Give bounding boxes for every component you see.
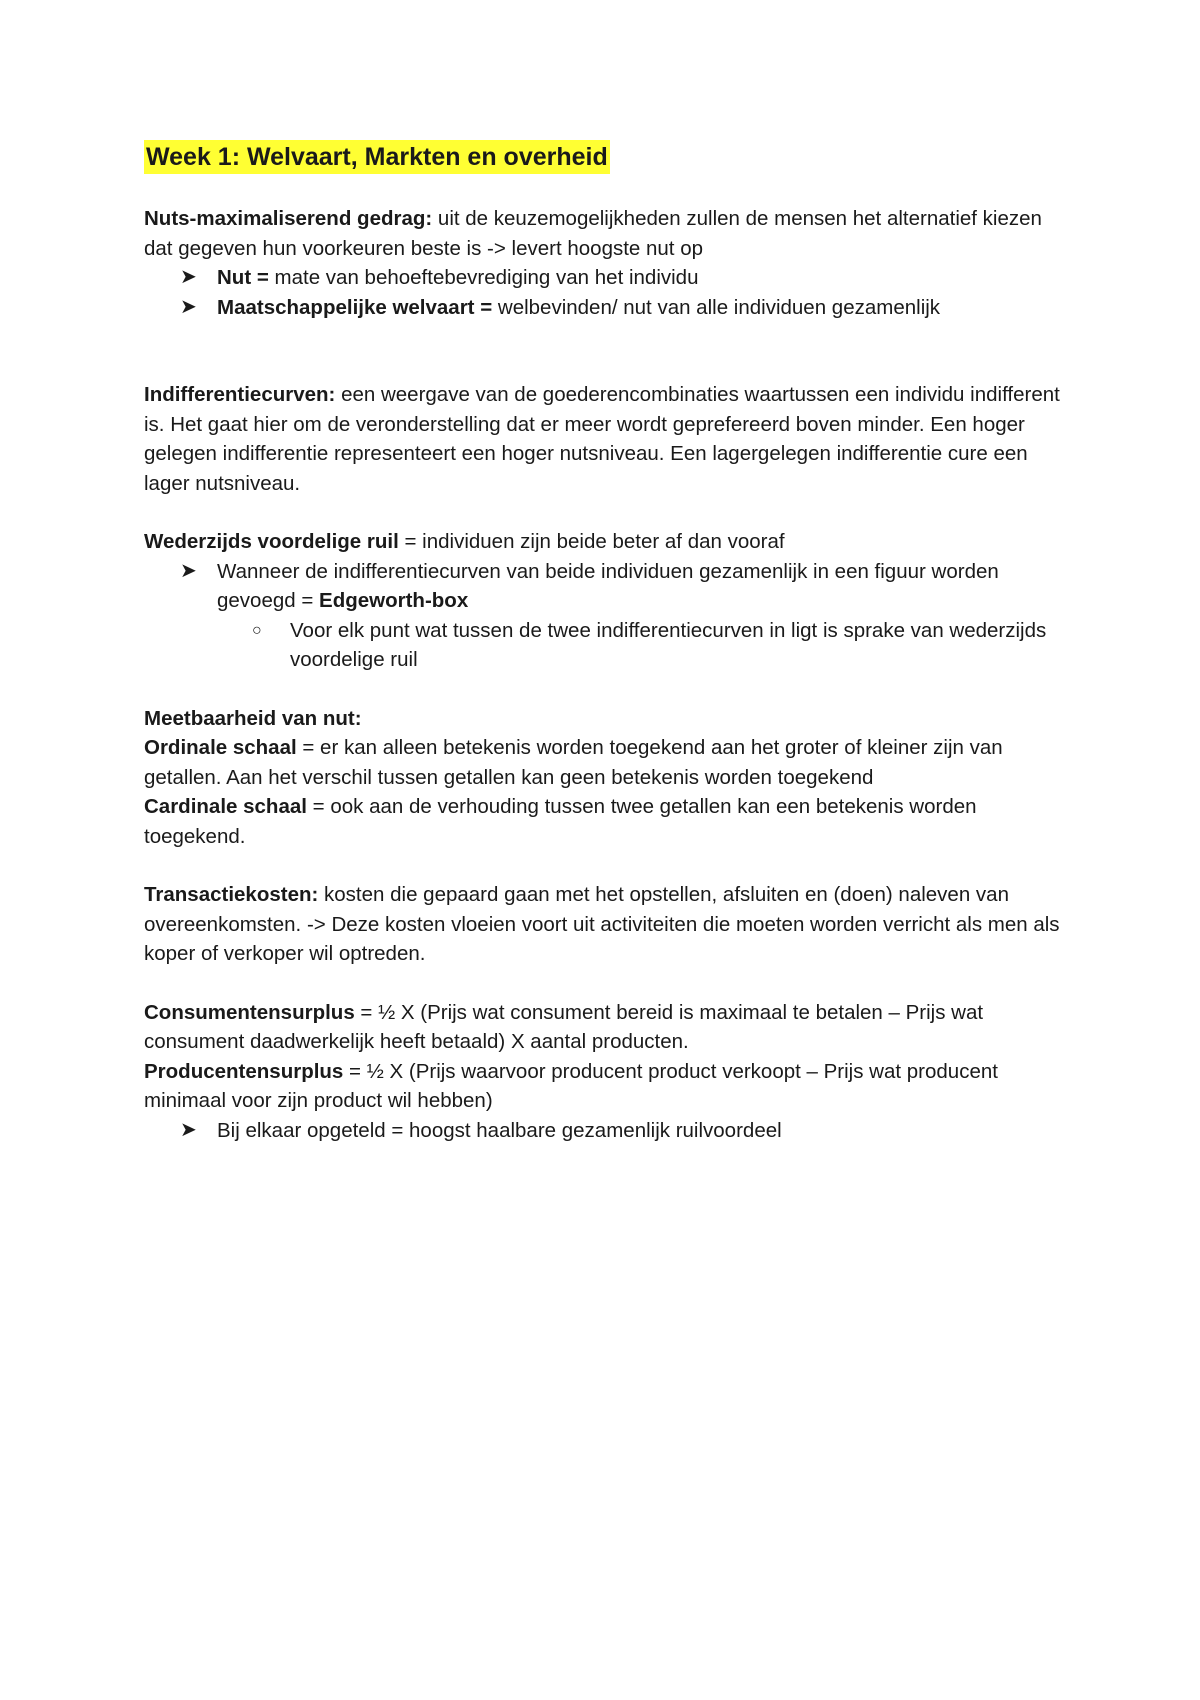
ruil-text: = individuen zijn beide beter af dan vooraf xyxy=(398,530,785,553)
cardinal-term: Cardinale schaal xyxy=(144,795,307,818)
trans-term: Transactiekosten: xyxy=(144,883,319,906)
circle-bullet-icon: ○ xyxy=(252,621,262,639)
ruil-sub-bullet-list xyxy=(144,616,1064,675)
ordinal-term: Ordinale schaal xyxy=(144,736,297,759)
list-item xyxy=(144,293,1064,323)
indiff-term: Indifferentiecurven: xyxy=(144,383,336,406)
bullet-text: Bij elkaar opgeteld = hoogst haalbare gezamenlijk ruilvoordeel xyxy=(217,1118,782,1142)
list-item xyxy=(144,263,1064,293)
arrow-bullet-icon: ➤ xyxy=(180,266,197,288)
indiff-paragraph xyxy=(144,380,1064,498)
nuts-text: uit de keuzemogelijkheden zullen de mensen het alternatief kiezen dat gegeven hun voorkeuren beste is -> levert hoogste nut op xyxy=(144,207,1042,260)
ruil-paragraph xyxy=(144,527,1064,557)
ruil-bullet-list xyxy=(144,557,1064,616)
cons-paragraph xyxy=(144,998,1064,1057)
arrow-bullet-icon: ➤ xyxy=(180,559,197,582)
trans-paragraph xyxy=(144,880,1064,969)
meet-heading xyxy=(144,704,1064,734)
ruil-term: Wederzijds voordelige ruil xyxy=(144,530,399,553)
indiff-text: een weergave van de goederencombinaties waartussen een individu indifferent is. Het gaat hier om de veronderstelling dat er meer wordt geprefereerd boven minder. Een hoger gelegen indifferentie representeert een hoger nutsniveau. Een lagergelegen indifferentie cure een lager nutsniveau. xyxy=(144,383,1060,495)
list-item xyxy=(144,1116,1064,1146)
sub-bullet-text: Voor elk punt wat tussen de twee indifferentiecurven in ligt is sprake van wederzijds voordelige ruil xyxy=(290,618,1047,671)
bullet-text: Wanneer de indifferentiecurven van beide individuen gezamenlijk in een figuur worden gevoegd = xyxy=(217,559,999,612)
prod-paragraph xyxy=(144,1057,1064,1116)
nuts-term: Nuts-maximaliserend gedrag: xyxy=(144,207,433,230)
meet-heading-text: Meetbaarheid van nut: xyxy=(144,706,362,730)
ordinal-paragraph xyxy=(144,733,1064,792)
document-content xyxy=(144,140,1064,1145)
prod-text: = ½ X (Prijs waarvoor producent product verkoopt – Prijs wat producent minimaal voor zijn product wil hebben) xyxy=(144,1059,998,1112)
ordinal-text: = er kan alleen betekenis worden toegekend aan het groter of kleiner zijn van getallen. Aan het verschil tussen getallen kan geen betekenis worden toegekend xyxy=(144,736,1003,789)
cardinal-text: = ook aan de verhouding tussen twee getallen kan een betekenis worden toegekend. xyxy=(144,795,977,848)
cardinal-paragraph xyxy=(144,792,1064,851)
list-item xyxy=(144,616,1064,675)
cons-text: = ½ X (Prijs wat consument bereid is maximaal te betalen – Prijs wat consument daadwerkelijk heeft betaald) X aantal producten. xyxy=(144,1000,984,1053)
bullet-text: welbevinden/ nut van alle individuen gezamenlijk xyxy=(492,295,941,319)
trans-text: kosten die gepaard gaan met het opstellen, afsluiten en (doen) naleven van overeenkomsten. -> Deze kosten vloeien voort uit activiteiten die moeten worden verricht als men als koper of verkoper wil optreden. xyxy=(144,883,1060,965)
nuts-bullet-list xyxy=(144,263,1064,322)
arrow-bullet-icon: ➤ xyxy=(180,295,197,318)
edgeworth-term: Edgeworth-box xyxy=(319,589,469,612)
list-item xyxy=(144,557,1064,616)
page-title: Week 1: Welvaart, Markten en overheid xyxy=(144,140,610,174)
prod-term: Producentensurplus xyxy=(144,1059,344,1083)
bullet-term: Nut = xyxy=(217,266,269,289)
surplus-bullet-list xyxy=(144,1116,1064,1146)
bullet-text: mate van behoeftebevrediging van het individu xyxy=(268,266,699,289)
arrow-bullet-icon: ➤ xyxy=(180,1118,197,1141)
nuts-paragraph xyxy=(144,204,1064,263)
cons-term: Consumentensurplus xyxy=(144,1000,355,1024)
bullet-term: Maatschappelijke welvaart = xyxy=(217,295,493,319)
